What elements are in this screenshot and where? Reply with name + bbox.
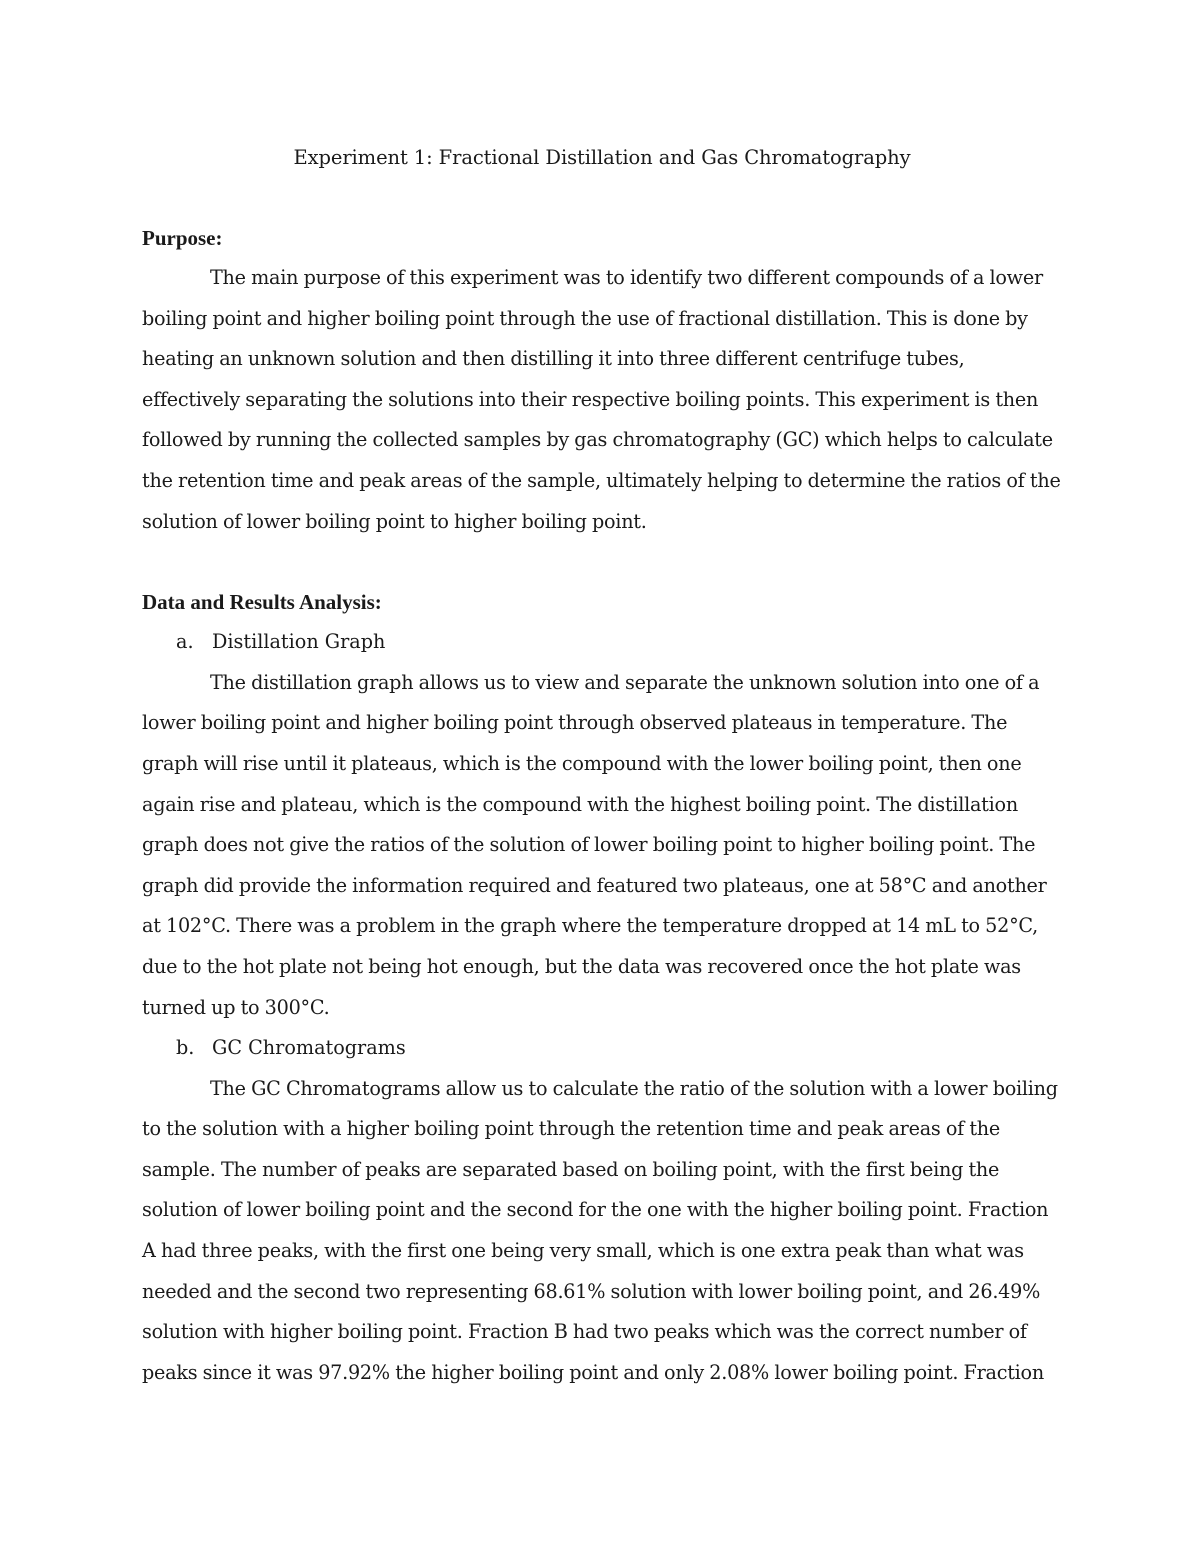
- list-item-label: GC Chromatograms: [212, 1036, 406, 1060]
- purpose-paragraph: The main purpose of this experiment was to identify two different compounds of a lower boiling point and higher boiling point through the use of fractional distillation. This is done by heating an unknown solution and then distilling it into three different centrifuge tubes, effectively separating the solutions into their respective boiling points. This experiment is then followed by running the collected samples by gas chromatography (GC) which helps to calculate the retention time and peak areas of the sample, ultimately helping to determine the ratios of the solution of lower boiling point to higher boiling point.: [142, 266, 1061, 533]
- list-item-label: Distillation Graph: [212, 630, 386, 654]
- purpose-heading: Purpose:: [142, 226, 223, 250]
- document-page: [142, 138, 1062, 1393]
- list-marker: b.: [176, 1036, 195, 1060]
- list-item-distillation-graph: [142, 622, 1062, 1028]
- document-title: Experiment 1: Fractional Distillation and Gas Chromatography: [293, 146, 911, 169]
- results-list: [142, 622, 1062, 1393]
- list-item-gc-chromatograms: [142, 1028, 1062, 1393]
- list-item-header: [142, 1028, 1062, 1069]
- data-results-heading: Data and Results Analysis:: [142, 590, 382, 615]
- list-item-header: [142, 622, 1062, 663]
- gc-chromatograms-paragraph: The GC Chromatograms allow us to calculate the ratio of the solution with a lower boiling to the solution with a higher boiling point through the retention time and peak areas of the sample. The number of peaks are separated based on boiling point, with the first being the solution of lower boiling point and the second for the one with the higher boiling point. Fraction A had three peaks, with the first one being very small, which is one extra peak than what was needed and the second two representing 68.61% solution with lower boiling point, and 26.49% solution with higher boiling point. Fraction B had two peaks which was the correct number of peaks since it was 97.92% the higher boiling point and only 2.08% lower boiling point. Fraction: [142, 1076, 1058, 1384]
- distillation-graph-paragraph: The distillation graph allows us to view and separate the unknown solution into one of a lower boiling point and higher boiling point through observed plateaus in temperature. The graph will rise until it plateaus, which is the compound with the lower boiling point, then one again rise and plateau, which is the compound with the highest boiling point. The distillation graph does not give the ratios of the solution of lower boiling point to higher boiling point. The graph did provide the information required and featured two plateaus, one at 58°C and another at 102°C. There was a problem in the graph where the temperature dropped at 14 mL to 52°C, due to the hot plate not being hot enough, but the data was recovered once the hot plate was turned up to 300°C.: [142, 670, 1047, 1019]
- list-marker: a.: [176, 630, 194, 654]
